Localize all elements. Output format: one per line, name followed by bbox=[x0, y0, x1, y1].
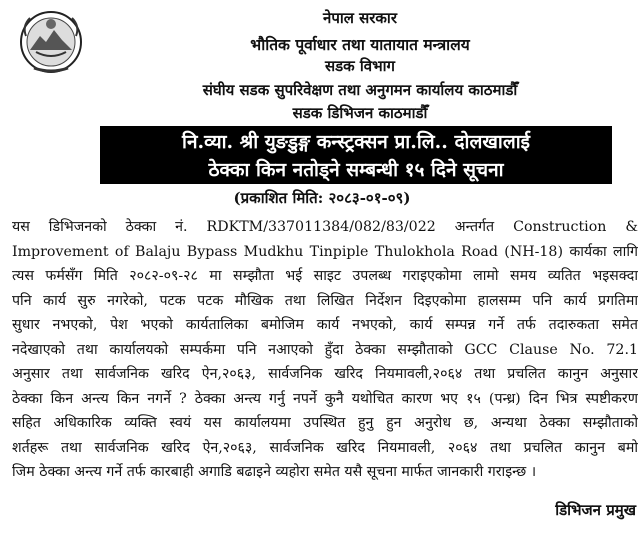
body-line: यस डिभिजनको ठेक्का नं. RDKTM/337011384/082/83/022 अन्तर्गत Construction & bbox=[12, 219, 638, 235]
body-line: अनुसार तथा सार्वजनिक खरिद ऐन,२०६३, सार्वजनिक खरिद नियमावली,२०६४ तथा प्रचलित कानुन अनुसार bbox=[12, 366, 638, 382]
notice-title-line2: ठेक्का किन नतोड्ने सम्बन्धी १५ दिने सूचना bbox=[208, 159, 504, 181]
body-line: सहित अधिकारिक व्यक्ति स्वयं यस कार्यालयमा उपस्थित हुनु हुन अनुरोध छ, अन्यथा ठेक्का सम्झौताको bbox=[12, 415, 638, 431]
notice-body bbox=[12, 215, 638, 485]
department-name: सडक विभाग bbox=[324, 57, 395, 75]
notice-title bbox=[100, 126, 612, 184]
body-line: शर्तहरू तथा सार्वजनिक खरिद ऐन,२०६३, सार्वजनिक खरिद नियमावली, २०६४ तथा प्रचलित कानुन बमो bbox=[12, 439, 638, 456]
office-name: संघीय सडक सुपरिवेक्षण तथा अनुगमन कार्यालय काठमाडौँ bbox=[202, 81, 518, 99]
body-line: त्यस फर्मसँग मिति २०८२-०९-२८ मा सम्झौता भई साइट उपलब्ध गराइएकोमा लामो समय व्यतित भइसक्दा bbox=[12, 268, 638, 284]
notice-title-line1: नि.व्या. श्री युङडुङ्ग कन्स्ट्रक्सन प्रा.लि.. दोलखालाई bbox=[182, 131, 530, 153]
signature: डिभिजन प्रमुख bbox=[555, 501, 636, 519]
body-line: ठेक्का किन अन्त्य किन नगर्ने ? ठेक्का अन्त्य गर्नु नपर्ने कुनै यथोचित कारण भए १५ (पन्ध्र) दिन भित्र स्पष्टीकरण bbox=[12, 390, 638, 407]
body-line: पनि कार्य सुरु नगरेको, पटक पटक मौखिक तथा लिखित निर्देशन दिइएकोमा हालसम्म पनि कार्य प्रगतिमा bbox=[12, 292, 638, 309]
ministry-name: भौतिक पूर्वाधार तथा यातायात मन्त्रालय bbox=[250, 35, 470, 54]
nepal-government-emblem-icon bbox=[16, 6, 86, 76]
body-line: नदेखाएको तथा कार्यालयको सम्पर्कमा पनि नआएको हुँदा ठेक्का सम्झौताको GCC Clause No. 72.1 bbox=[12, 341, 638, 358]
body-line: सुधार नभएको, पेश भएको कार्यतालिका बमोजिम कार्य नभएको, कार्य सम्पन्न गर्ने तर्फ तदारुकता समेत bbox=[12, 317, 638, 333]
publication-date: (प्रकाशित मिति: २०८३-०१-०९) bbox=[233, 189, 411, 207]
government-name: नेपाल सरकार bbox=[323, 9, 397, 27]
body-line: जिम ठेक्का अन्त्य गर्ने तर्फ कारबाही अगाडि बढाइने व्यहोरा समेत यसै सूचना मार्फत जानकारी गराइन्छ । bbox=[12, 464, 537, 480]
body-line: Improvement of Balaju Bypass Mudkhu Tinpiple Thulokhola Road (NH-18) कार्यका लागि bbox=[12, 243, 638, 260]
division-name: सडक डिभिजन काठमाडौँ bbox=[292, 104, 428, 122]
